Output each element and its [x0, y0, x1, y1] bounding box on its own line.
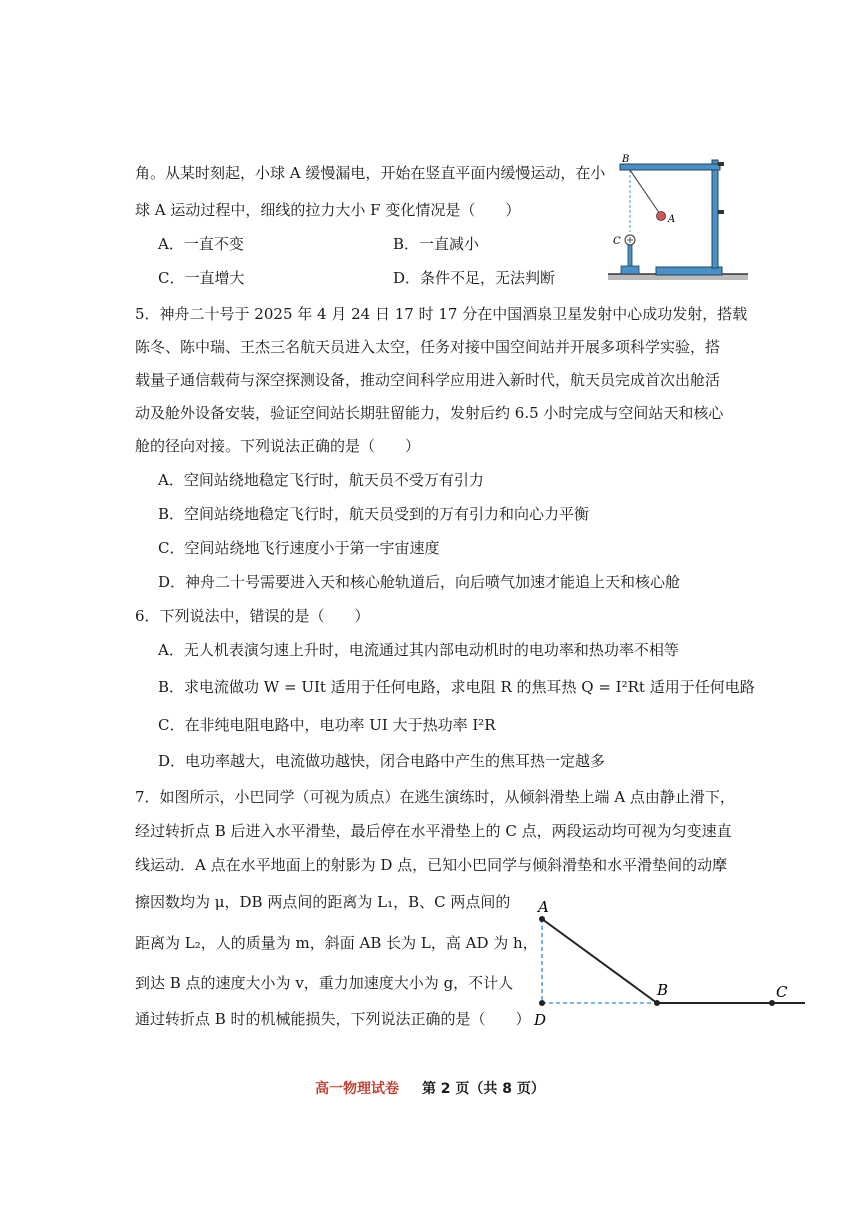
q5-stem-line-5: 舱的径向对接。下列说法正确的是（ ）: [135, 437, 421, 455]
q4-label-c: C: [613, 236, 621, 247]
q5-stem-line-3: 载量子通信载荷与深空探测设备，推动空间科学应用进入新时代，航天员完成首次出舱活: [135, 371, 721, 389]
q5-option-d: D．神舟二十号需要进入天和核心舱轨道后，向后喷气加速才能追上天和核心舱: [158, 573, 681, 591]
q4-label-a: A: [668, 214, 676, 225]
q4-figure-stand: [608, 150, 748, 290]
q5-stem-line-4: 动及舱外设备安装，验证空间站长期驻留能力，发射后约 6.5 小时完成与空间站天和核心: [135, 404, 724, 422]
q6-option-d: D．电功率越大，电流做功越快，闭合电路中产生的焦耳热一定越多: [158, 752, 606, 770]
q7-stem-line-3: 线运动．A 点在水平地面上的射影为 D 点，已知小巴同学与倾斜滑垫和水平滑垫间的动摩: [135, 856, 728, 874]
q6-stem: 6．下列说法中，错误的是（ ）: [135, 607, 370, 625]
q5-stem-line-2: 陈冬、陈中瑞、王杰三名航天员进入太空，任务对接中国空间站并开展多项科学实验，搭: [135, 338, 721, 356]
q6-option-c: C．在非纯电阻电路中，电功率 UI 大于热功率 I²R: [158, 716, 496, 734]
q5-stem-line-1: 5．神舟二十号于 2025 年 4 月 24 日 17 时 17 分在中国酒泉卫星发射中心成功发射，搭载: [135, 305, 748, 323]
q7-figure-slide: [520, 895, 820, 1035]
q4-option-c: C．一直增大: [158, 269, 245, 287]
q4-stem-line-2: 球 A 运动过程中，细线的拉力大小 F 变化情况是（ ）: [135, 201, 521, 219]
q5-option-c: C．空间站绕地飞行速度小于第一宇宙速度: [158, 539, 440, 557]
q7-label-d: D: [534, 1011, 547, 1029]
q7-label-b: B: [657, 981, 669, 999]
q4-stem-line-1: 角。从某时刻起，小球 A 缓慢漏电，开始在竖直平面内缓慢运动，在小: [135, 164, 606, 182]
q7-stem-line-2: 经过转折点 B 后进入水平滑垫，最后停在水平滑垫上的 C 点，两段运动均可视为匀变速直: [135, 822, 732, 840]
q4-option-b: B．一直减小: [393, 235, 480, 253]
q4-option-d: D．条件不足，无法判断: [393, 269, 556, 287]
q7-label-c: C: [776, 983, 788, 1001]
q7-stem-line-1: 7．如图所示，小巴同学（可视为质点）在逃生演练时，从倾斜滑垫上端 A 点由静止滑下，: [135, 788, 735, 806]
q4-label-b: B: [622, 154, 630, 165]
q7-stem-line-6: 到达 B 点的速度大小为 v，重力加速度大小为 g，不计人: [135, 974, 514, 992]
q6-option-a: A．无人机表演匀速上升时，电流通过其内部电动机时的电功率和热功率不相等: [158, 641, 679, 659]
q5-option-b: B．空间站绕地稳定飞行时，航天员受到的万有引力和向心力平衡: [158, 505, 590, 523]
q7-stem-line-7: 通过转折点 B 时的机械能损失，下列说法正确的是（ ）: [135, 1010, 531, 1028]
footer-title: 高一物理试卷: [315, 1081, 400, 1097]
footer-page-number: 第 2 页（共 8 页）: [421, 1081, 545, 1097]
q6-option-b: B．求电流做功 W = UIt 适用于任何电路，求电阻 R 的焦耳热 Q = I²Rt 适用于任何电路: [158, 678, 755, 696]
q7-stem-line-5: 距离为 L₂，人的质量为 m，斜面 AB 长为 L，高 AD 为 h，: [135, 934, 538, 952]
page-footer: [0, 1078, 860, 1098]
q4-option-a: A．一直不变: [158, 235, 244, 253]
q5-option-a: A．空间站绕地稳定飞行时，航天员不受万有引力: [158, 471, 484, 489]
q7-label-a: A: [538, 898, 549, 916]
q7-stem-line-4: 擦因数均为 μ，DB 两点间的距离为 L₁，B、C 两点间的: [135, 893, 511, 911]
